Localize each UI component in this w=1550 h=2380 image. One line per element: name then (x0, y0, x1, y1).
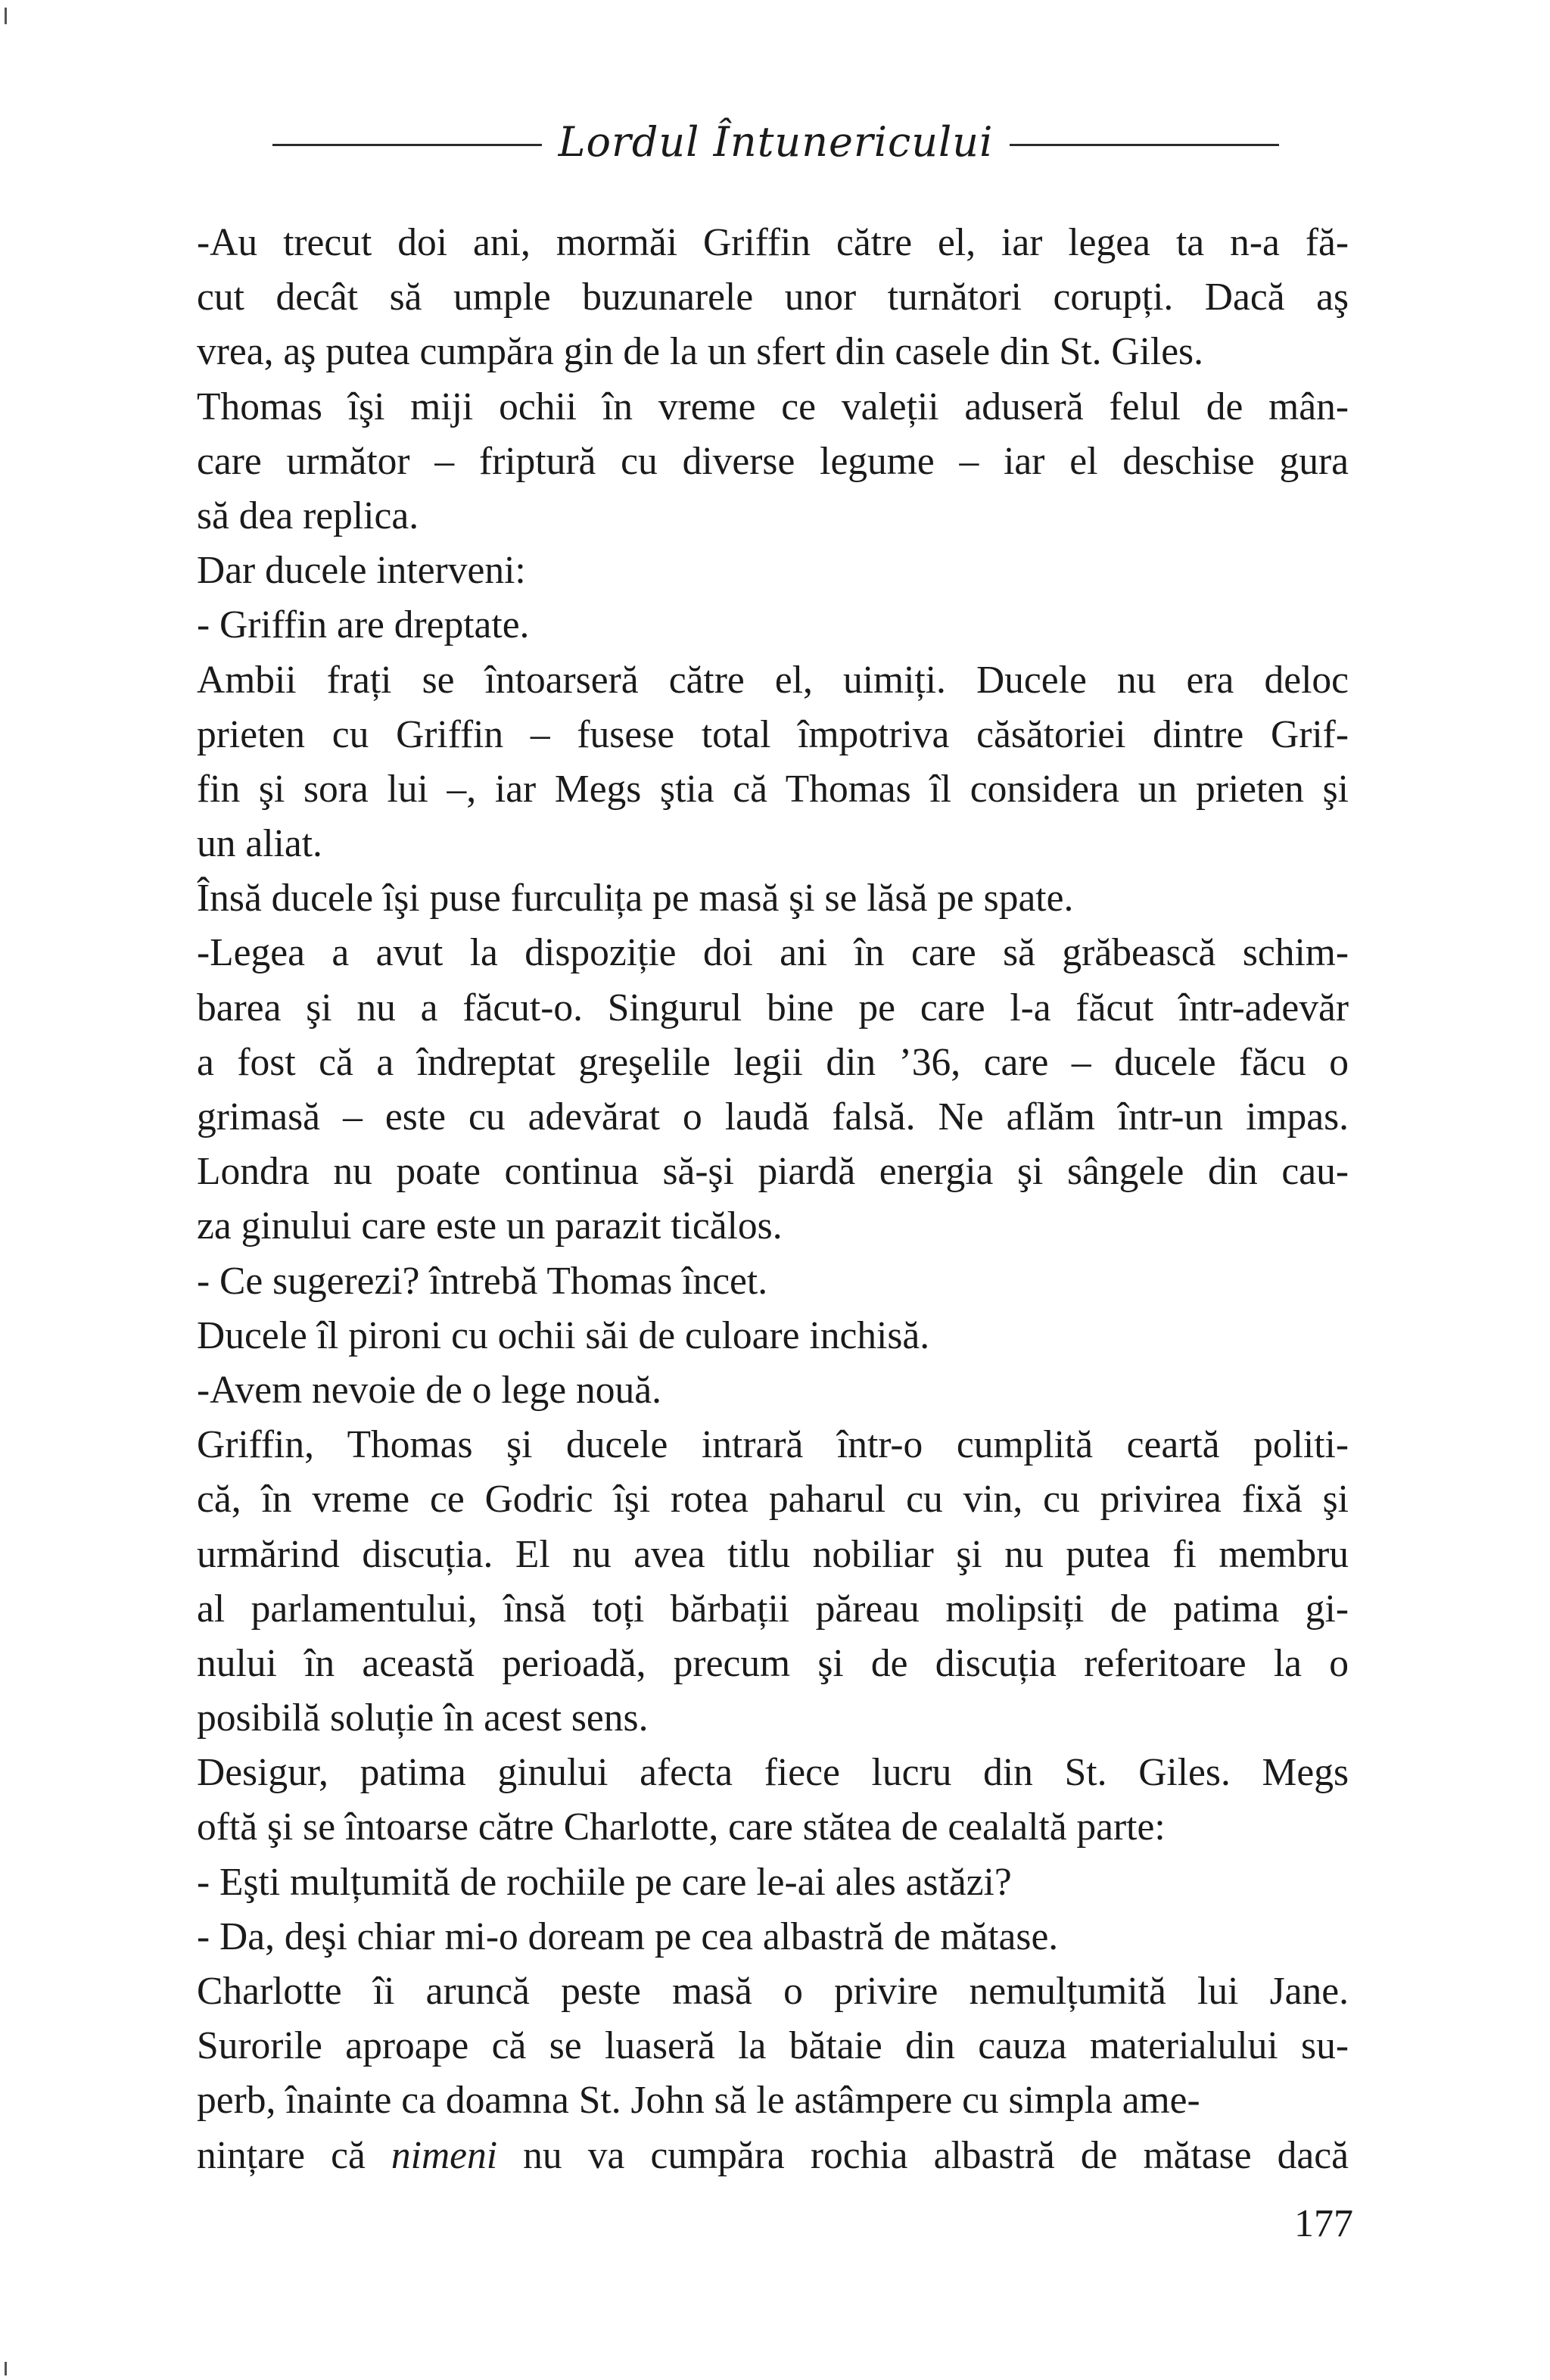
text-line: prieten cu Griffin – fusese total împotriva căsătoriei dintre Grif- (197, 712, 1349, 756)
text-line: un aliat. (197, 822, 322, 866)
text-line: al parlamentului, însă toți bărbații păreau molipsiți de patima gi- (197, 1587, 1349, 1631)
text-line: Thomas îşi miji ochii în vreme ce valeții aduseră felul de mân- (197, 385, 1349, 428)
text-line: care următor – friptură cu diverse legume – iar el deschise gura (197, 439, 1349, 483)
text-line: vrea, aş putea cumpăra gin de la un sfert din casele din St. Giles. (197, 330, 1203, 374)
running-header (272, 107, 1279, 176)
text-line: că, în vreme ce Godric îşi rotea paharul cu vin, cu privirea fixă şi (197, 1478, 1349, 1522)
text-line: barea şi nu a făcut-o. Singurul bine pe care l-a făcut într-adevăr (197, 986, 1349, 1030)
text-line: cut decât să umple buzunarele unor turnători corupți. Dacă aş (197, 276, 1349, 319)
text-line: să dea replica. (197, 494, 419, 537)
text-line: perb, înainte ca doamna St. John să le astâmpere cu simpla ame- (197, 2079, 1200, 2123)
scan-margin-mark-bottom (5, 2362, 7, 2375)
body-text (197, 216, 1349, 2183)
running-header-title: Lordul Întunericului (558, 117, 994, 166)
text-line: urmărind discuția. El nu avea titlu nobiliar şi nu putea fi membru (197, 1532, 1349, 1576)
text-line: - Griffin are dreptate. (197, 603, 530, 647)
text-fragment: nințare că (197, 2133, 391, 2177)
text-line: -Legea a avut la dispoziție doi ani în care să grăbească schim- (197, 931, 1349, 975)
scan-margin-mark-top (5, 8, 7, 24)
text-line: - Ce sugerezi? întrebă Thomas încet. (197, 1259, 768, 1303)
text-fragment: nu va cumpăra rochia albastră de mătase dacă (497, 2133, 1349, 2177)
emphasized-word: nimeni (391, 2133, 498, 2177)
text-line: Dar ducele interveni: (197, 549, 526, 593)
text-line: -Avem nevoie de o lege nouă. (197, 1368, 661, 1412)
text-line: fin şi sora lui –, iar Megs ştia că Thomas îl considera un prieten şi (197, 767, 1349, 811)
text-line: grimasă – este cu adevărat o laudă falsă. Ne aflăm într-un impas. (197, 1095, 1349, 1139)
text-line: Londra nu poate continua să-şi piardă energia şi sângele din cau- (197, 1150, 1349, 1194)
text-line: za ginului care este un parazit ticălos. (197, 1204, 783, 1248)
text-line: -Au trecut doi ani, mormăi Griffin către el, iar legea ta n-a fă- (197, 221, 1349, 264)
header-rule-right (1010, 144, 1279, 146)
header-rule-left (272, 144, 542, 146)
text-line: Ducele îl pironi cu ochii săi de culoare inchisă. (197, 1313, 930, 1357)
text-line: - Da, deşi chiar mi-o doream pe cea albastră de mătase. (197, 1914, 1059, 1958)
text-line: Desigur, patima ginului afecta fiece lucru din St. Giles. Megs (197, 1751, 1349, 1795)
text-line: oftă şi se întoarse către Charlotte, care stătea de cealaltă parte: (197, 1805, 1166, 1849)
text-line: Ambii frați se întoarseră către el, uimiți. Ducele nu era deloc (197, 658, 1349, 702)
page-number: 177 (1294, 2202, 1353, 2245)
text-line: Surorile aproape că se luaseră la bătaie din cauza materialului su- (197, 2024, 1349, 2068)
text-line: a fost că a îndreptat greşelile legii din ’36, care – ducele făcu o (197, 1040, 1349, 1084)
text-line: Griffin, Thomas şi ducele intrară într-o cumplită ceartă politi- (197, 1423, 1349, 1467)
text-line-last (197, 2129, 1349, 2183)
text-line: Însă ducele îşi puse furculița pe masă şi se lăsă pe spate. (197, 877, 1074, 921)
text-line: posibilă soluție în acest sens. (197, 1696, 649, 1740)
text-line: - Eşti mulțumită de rochiile pe care le-ai ales astăzi? (197, 1860, 1012, 1904)
text-line: Charlotte îi aruncă peste masă o privire nemulțumită lui Jane. (197, 1970, 1349, 2013)
text-line: nului în această perioadă, precum şi de discuția referitoare la o (197, 1641, 1349, 1685)
